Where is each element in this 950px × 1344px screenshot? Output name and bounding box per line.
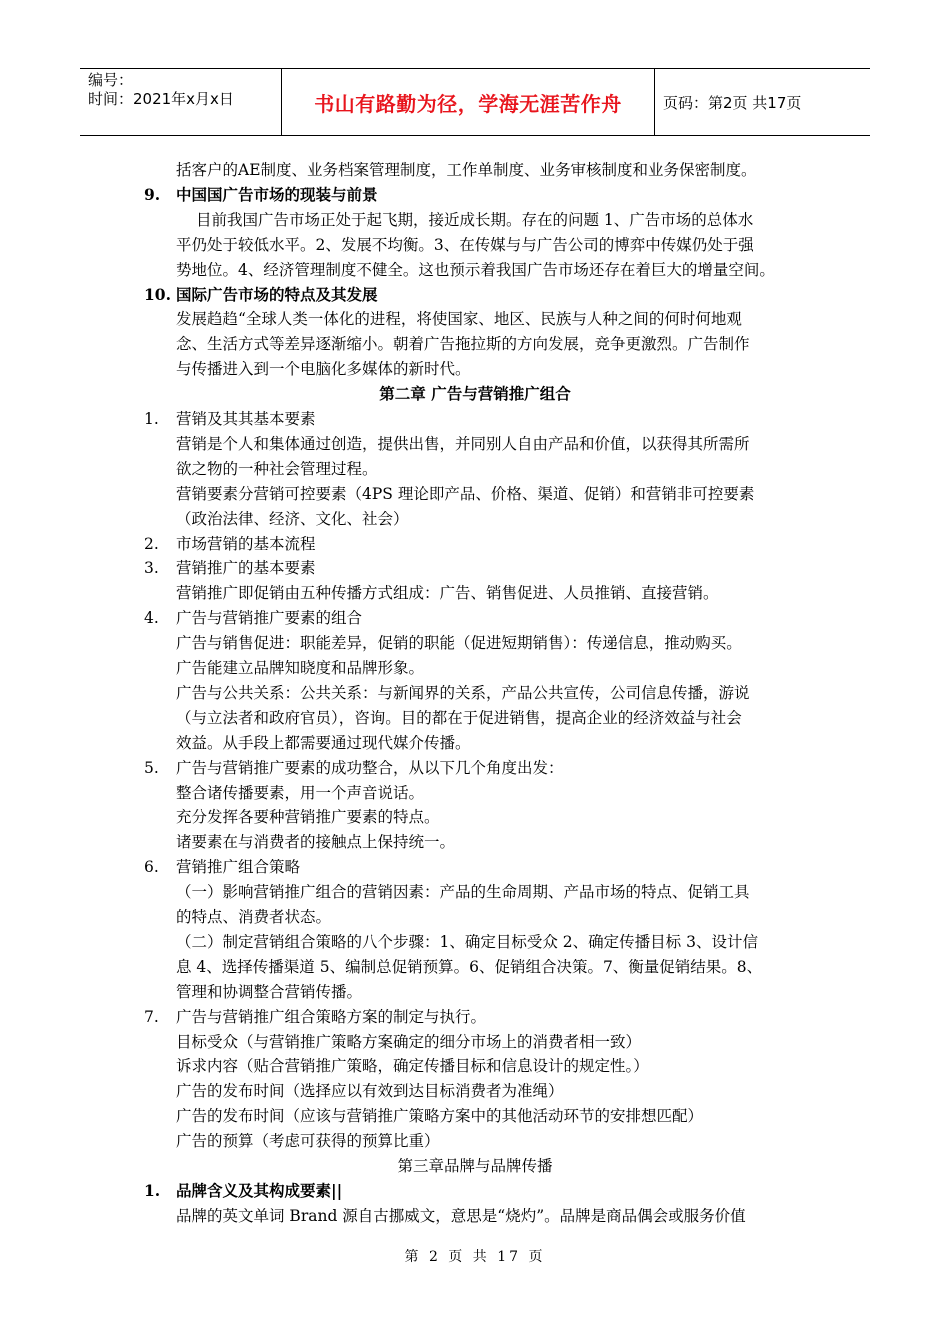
list-item-title: 广告与营销推广要素的成功整合，从以下几个角度出发： (176, 758, 564, 777)
paragraph-line: 念、生活方式等差异逐渐缩小。朝着广告拖拉斯的方向发展，竞争更激烈。广告制作 (176, 335, 750, 354)
paragraph-line: 平仍处于较低水平。2、发展不均衡。3、在传媒与与广告公司的博弈中传媒仍处于强 (176, 235, 754, 254)
list-number: 6. (144, 858, 159, 877)
list-item-title: 营销推广组合策略 (176, 858, 301, 877)
chapter-heading: 第二章 广告与营销推广组合 (379, 384, 571, 404)
paragraph-line: 目前我国广告市场正处于起飞期，接近成长期。存在的问题 1、广告市场的总体水 (196, 210, 754, 229)
list-number: 1. (144, 1180, 161, 1200)
header-time: 时间：2021年x月x日 (88, 90, 234, 108)
paragraph-line: （一）影响营销推广组合的营销因素：产品的生命周期、产品市场的特点、促销工具 (176, 883, 750, 902)
header-meta (80, 69, 282, 135)
page-header (80, 68, 870, 136)
list-number: 3. (144, 559, 159, 578)
paragraph-line: 诉求内容（贴合营销推广策略，确定传播目标和信息设计的规定性。） (176, 1057, 649, 1076)
paragraph-line: 与传播进入到一个电脑化多媒体的新时代。 (176, 360, 471, 379)
page-footer: 第 2 页 共 17 页 (404, 1249, 546, 1265)
paragraph-line: 广告能建立品牌知晓度和品牌形象。 (176, 659, 425, 677)
list-item-title: 广告与营销推广要素的组合 (176, 609, 363, 628)
list-item-title: 广告与营销推广组合策略方案的制定与执行。 (176, 1007, 487, 1026)
list-item-title: 品牌含义及其构成要素|| (176, 1180, 343, 1200)
paragraph-line: 诸要素在与消费者的接触点上保持统一。 (176, 833, 456, 852)
paragraph-line: （政治法律、经济、文化、社会） (176, 509, 409, 528)
list-item-title: 中国国广告市场的现装与前景 (176, 184, 378, 204)
list-number: 7. (144, 1007, 159, 1026)
header-number: 编号： (88, 71, 134, 89)
paragraph-line: （二）制定营销组合策略的八个步骤：1、确定目标受众 2、确定传播目标 3、设计信 (176, 932, 758, 951)
paragraph-line: 广告的发布时间（应该与营销推广策略方案中的其他活动环节的安排想匹配） (176, 1107, 704, 1126)
paragraph-line: 营销要素分营销可控要素（4PS 理论即产品、价格、渠道、促销）和营销非可控要素 (176, 484, 755, 503)
paragraph-line: 括客户的AE制度、业务档案管理制度，工作单制度、业务审核制度和业务保密制度。 (176, 161, 757, 179)
paragraph-line: 广告与销售促进：职能差异，促销的职能（促进短期销售）：传递信息，推动购买。 (176, 634, 742, 653)
paragraph-line: 目标受众（与营销推广策略方案确定的细分市场上的消费者相一致） (176, 1032, 642, 1051)
paragraph-line: 广告的预算（考虑可获得的预算比重） (176, 1132, 440, 1151)
paragraph-line: 品牌的英文单词 Brand 源自古挪威文，意思是“烧灼”。品牌是商品偶会或服务价值 (176, 1206, 746, 1225)
header-motto: 书山有路勤为径，学海无涯苦作舟 (282, 69, 655, 135)
list-item-title: 营销及其其基本要素 (176, 410, 316, 428)
list-number: 2. (144, 534, 159, 553)
paragraph-line: 管理和协调整合营销传播。 (176, 982, 363, 1001)
paragraph-line: （与立法者和政府官员），咨询。目的都在于促进销售，提高企业的经济效益与社会 (176, 708, 742, 727)
paragraph-line: 息 4、选择传播渠道 5、编制总促销预算。6、促销组合决策。7、衡量促销结果。8、 (176, 957, 763, 976)
paragraph-line: 广告的发布时间（选择应以有效到达目标消费者为准绳） (176, 1082, 564, 1101)
paragraph-line: 效益。从手段上都需要通过现代媒介传播。 (176, 733, 471, 752)
list-number: 4. (144, 609, 159, 628)
paragraph-line: 广告与公共关系：公共关系：与新闻界的关系，产品公共宣传，公司信息传播，游说 (176, 683, 750, 702)
paragraph-line: 的特点、消费者状态。 (176, 908, 332, 926)
list-item-title: 国际广告市场的特点及其发展 (176, 284, 378, 304)
list-number: 5. (144, 758, 159, 777)
paragraph-line: 整合诸传播要素，用一个声音说话。 (176, 783, 425, 802)
header-page-number: 页码：第2页 共17页 (663, 93, 802, 112)
chapter-heading: 第三章品牌与品牌传播 (397, 1157, 553, 1175)
paragraph-line: 营销是个人和集体通过创造，提供出售，并同别人自由产品和价值，以获得其所需所 (176, 434, 750, 453)
list-number: 1. (144, 410, 159, 428)
paragraph-line: 充分发挥各要种营销推广要素的特点。 (176, 808, 440, 827)
paragraph-line: 势地位。4、经济管理制度不健全。这也预示着我国广告市场还存在着巨大的增量空间。 (176, 260, 775, 279)
list-item-title: 营销推广的基本要素 (176, 559, 316, 578)
paragraph-line: 欲之物的一种社会管理过程。 (176, 459, 378, 478)
paragraph-line: 营销推广即促销由五种传播方式组成：广告、销售促进、人员推销、直接营销。 (176, 584, 719, 603)
list-number: 9. (144, 184, 161, 204)
paragraph-line: 发展趋趋“全球人类一体化的进程，将使国家、地区、民族与人种之间的何时何地观 (176, 310, 742, 329)
list-item-title: 市场营销的基本流程 (176, 534, 316, 553)
list-number: 10. (144, 284, 171, 304)
